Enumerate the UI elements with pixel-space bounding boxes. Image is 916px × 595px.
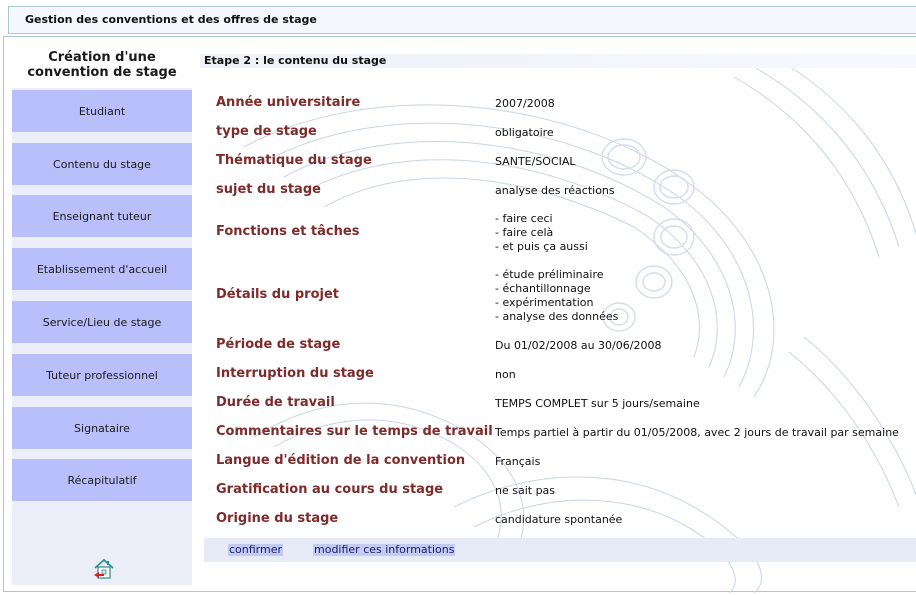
field-label: Durée de travail — [216, 395, 335, 410]
sidebar-item-contenu-du-stage[interactable] — [12, 143, 192, 185]
field-value-line: - faire celà — [495, 226, 554, 239]
sidebar-item-tuteur-professionnel[interactable] — [12, 354, 192, 396]
confirm-link[interactable]: confirmer — [229, 543, 283, 556]
field-value-line: - et puis ça aussi — [495, 240, 588, 253]
app-header — [8, 6, 916, 34]
field-value: non — [495, 368, 516, 381]
field-label: Période de stage — [216, 337, 341, 352]
field-value-line: - analyse des données — [495, 310, 619, 323]
sidebar-item-label: Signataire — [74, 421, 130, 435]
field-value-line: - étude préliminaire — [495, 268, 604, 281]
sidebar-item-etablissement-accueil[interactable] — [12, 248, 192, 290]
field-value: 2007/2008 — [495, 97, 555, 110]
sidebar-item-label: Contenu du stage — [53, 157, 151, 171]
modify-link[interactable]: modifier ces informations — [314, 543, 455, 556]
sidebar-item-etudiant[interactable] — [12, 90, 192, 132]
action-bar — [204, 538, 916, 562]
field-label: Interruption du stage — [216, 366, 374, 381]
sidebar-item-label: Etablissement d'accueil — [36, 262, 168, 276]
sidebar-item-service-lieu-de-stage[interactable] — [12, 301, 192, 343]
field-value-line: - faire ceci — [495, 212, 553, 225]
sidebar-item-label: Service/Lieu de stage — [42, 315, 162, 329]
field-value: Temps partiel à partir du 01/05/2008, avec 2 jours de travail par semaine — [495, 426, 899, 439]
field-label: Gratification au cours du stage — [216, 482, 444, 497]
field-value: ne sait pas — [495, 484, 556, 497]
field-label: sujet du stage — [216, 182, 321, 197]
app-title: Gestion des conventions et des offres de stage — [25, 13, 317, 26]
sidebar-item-signataire[interactable] — [12, 407, 192, 449]
field-label: Langue d'édition de la convention — [216, 453, 466, 468]
sidebar-item-recapitulatif[interactable] — [12, 459, 192, 501]
field-label: Année universitaire — [216, 95, 361, 110]
field-label: Origine du stage — [216, 511, 339, 526]
field-value: candidature spontanée — [495, 513, 623, 526]
home-icon[interactable] — [92, 557, 116, 581]
field-label: Thématique du stage — [216, 153, 372, 168]
field-value: obligatoire — [495, 126, 554, 139]
sidebar-item-label: Enseignant tuteur — [52, 209, 152, 223]
field-value: Français — [495, 455, 541, 468]
sidebar-item-label: Tuteur professionnel — [46, 368, 158, 382]
field-label: type de stage — [216, 124, 317, 139]
field-label: Détails du projet — [216, 287, 339, 302]
sidebar-item-label: Etudiant — [78, 104, 126, 118]
field-value: TEMPS COMPLET sur 5 jours/semaine — [495, 397, 700, 410]
field-value-line: - expérimentation — [495, 296, 594, 309]
step-title: Etape 2 : le contenu du stage — [200, 54, 916, 68]
field-value: SANTE/SOCIAL — [495, 155, 576, 168]
sidebar — [12, 48, 192, 585]
field-value: analyse des réactions — [495, 184, 615, 197]
field-value-line: - échantillonnage — [495, 282, 591, 295]
field-value: Du 01/02/2008 au 30/06/2008 — [495, 339, 662, 352]
sidebar-title: Création d'une convention de stage — [12, 48, 192, 88]
main-frame — [3, 36, 916, 592]
field-label: Fonctions et tâches — [216, 224, 360, 239]
field-label: Commentaires sur le temps de travail — [216, 424, 493, 439]
sidebar-item-label: Récapitulatif — [67, 473, 137, 487]
sidebar-item-enseignant-tuteur[interactable] — [12, 195, 192, 237]
